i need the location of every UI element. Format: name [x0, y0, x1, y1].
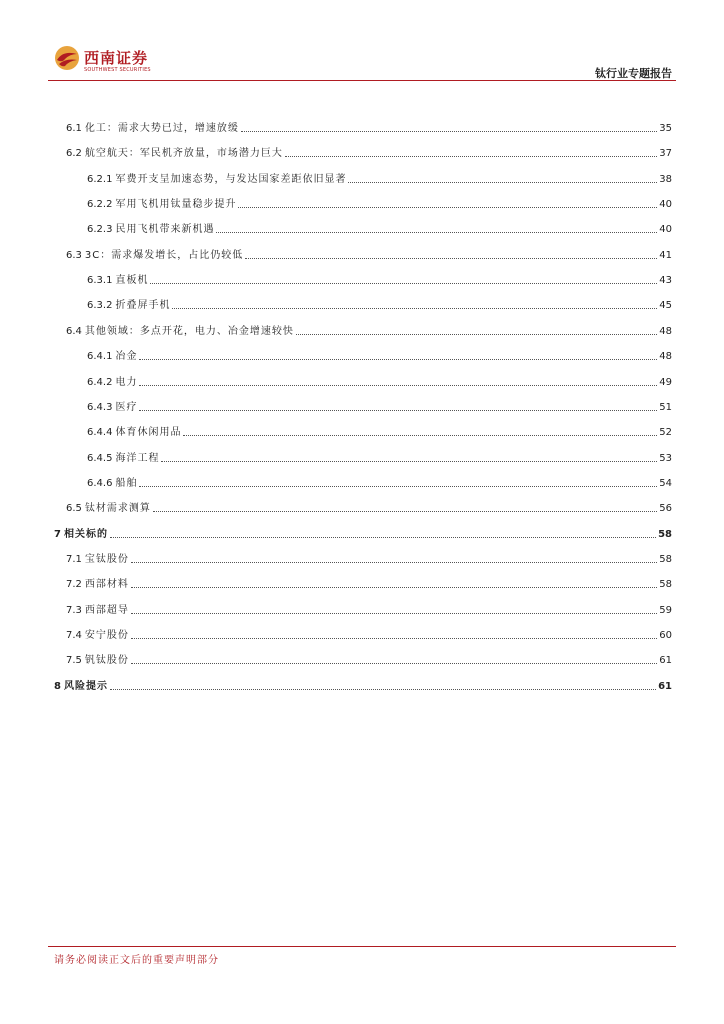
toc-entry-page: 43 — [659, 275, 672, 287]
toc-entry-number: 6.3.1 — [87, 275, 113, 287]
header-divider — [48, 80, 676, 81]
toc-entry-number: 6.2.3 — [87, 224, 113, 236]
toc-entry[interactable] — [66, 324, 672, 338]
toc-dot-leader — [161, 461, 657, 462]
toc-entry-title: 民用飞机带来新机遇 — [115, 224, 215, 236]
logo-english-name: SOUTHWEST SECURITIES — [84, 67, 151, 73]
toc-entry-number: 7 — [54, 528, 61, 540]
toc-dot-leader — [139, 410, 657, 411]
toc-entry-number: 6.4.4 — [87, 427, 113, 439]
toc-entry-title: 钒钛股份 — [84, 655, 129, 667]
disclaimer-note: 请务必阅读正文后的重要声明部分 — [54, 955, 219, 966]
toc-entry-page: 59 — [659, 604, 672, 616]
toc-entry[interactable] — [87, 375, 672, 389]
toc-entry-number: 6.2.2 — [87, 199, 113, 211]
toc-dot-leader — [296, 334, 657, 335]
toc-entry-page: 48 — [659, 351, 672, 363]
toc-entry[interactable] — [66, 628, 672, 642]
toc-dot-leader — [110, 537, 656, 538]
toc-entry[interactable] — [87, 425, 672, 439]
toc-entry[interactable] — [66, 146, 672, 160]
toc-entry[interactable] — [66, 577, 672, 591]
toc-dot-leader — [139, 359, 657, 360]
toc-entry[interactable] — [66, 603, 672, 617]
toc-entry[interactable] — [66, 653, 672, 667]
toc-dot-leader — [183, 435, 657, 436]
toc-entry-page: 54 — [659, 477, 672, 489]
toc-entry-title: 军费开支呈加速态势，与发达国家差距依旧显著 — [115, 173, 347, 185]
toc-dot-leader — [139, 486, 657, 487]
toc-entry-title: 西部材料 — [84, 579, 129, 591]
toc-entry-number: 6.4.6 — [87, 477, 113, 489]
toc-entry-title: 海洋工程 — [115, 452, 160, 464]
toc-entry[interactable] — [87, 222, 672, 236]
toc-dot-leader — [153, 511, 657, 512]
toc-entry-number: 6.3 — [66, 249, 82, 261]
toc-dot-leader — [131, 587, 657, 588]
logo-mark-icon — [54, 45, 80, 71]
report-title: 钛行业专题报告 — [595, 67, 672, 80]
toc-entry[interactable] — [54, 527, 672, 541]
toc-entry[interactable] — [87, 476, 672, 490]
toc-entry-page: 45 — [659, 300, 672, 312]
toc-entry-page: 58 — [659, 579, 672, 591]
toc-dot-leader — [131, 562, 657, 563]
toc-dot-leader — [150, 283, 657, 284]
toc-entry[interactable] — [87, 451, 672, 465]
toc-entry-number: 6.4.2 — [87, 376, 113, 388]
toc-dot-leader — [216, 232, 657, 233]
toc-entry-number: 6.4.1 — [87, 351, 113, 363]
toc-entry-title: 3C：需求爆发增长，占比仍较低 — [84, 249, 244, 261]
toc-entry[interactable] — [66, 552, 672, 566]
toc-entry-number: 7.5 — [66, 655, 82, 667]
toc-entry-page: 40 — [659, 199, 672, 211]
toc-entry-title: 船舶 — [115, 477, 138, 489]
toc-entry-number: 6.2.1 — [87, 173, 113, 185]
toc-entry-number: 7.2 — [66, 579, 82, 591]
toc-entry-title: 军用飞机用钛量稳步提升 — [115, 199, 237, 211]
toc-entry-title: 安宁股份 — [84, 630, 129, 641]
toc-entry[interactable] — [87, 197, 672, 211]
toc-entry-page: 41 — [659, 249, 672, 261]
toc-entry-title: 其他领域：多点开花，电力、冶金增速较快 — [84, 325, 294, 337]
toc-entry-title: 航空航天：军民机齐放量，市场潜力巨大 — [84, 148, 283, 160]
toc-entry-page: 48 — [659, 325, 672, 337]
toc-entry-title: 冶金 — [115, 351, 138, 363]
toc-entry-number: 6.4.5 — [87, 452, 113, 464]
toc-dot-leader — [238, 207, 657, 208]
toc-entry[interactable] — [54, 679, 672, 693]
toc-entry-number: 7.4 — [66, 630, 82, 641]
toc-dot-leader — [245, 258, 657, 259]
toc-dot-leader — [139, 385, 657, 386]
toc-entry[interactable] — [66, 501, 672, 515]
toc-entry-title: 宝钛股份 — [84, 553, 129, 565]
toc-entry-page: 56 — [659, 503, 672, 515]
toc-entry-page: 53 — [659, 452, 672, 464]
toc-dot-leader — [131, 613, 657, 614]
toc-dot-leader — [348, 182, 657, 183]
toc-entry-title: 体育休闲用品 — [115, 427, 182, 439]
toc-entry-title: 医疗 — [115, 401, 138, 413]
toc-entry-page: 35 — [659, 123, 672, 134]
toc-entry-title: 直板机 — [115, 275, 149, 287]
toc-dot-leader — [110, 689, 656, 690]
toc-entry-title: 相关标的 — [63, 528, 108, 540]
toc-entry-page: 37 — [659, 148, 672, 160]
toc-entry-number: 7.1 — [66, 553, 82, 565]
footer-divider — [48, 946, 676, 947]
southwest-securities-logo — [54, 45, 154, 77]
toc-entry[interactable] — [87, 273, 672, 287]
toc-dot-leader — [131, 638, 657, 639]
toc-entry-title: 钛材需求测算 — [84, 503, 151, 515]
toc-entry-page: 58 — [658, 528, 672, 540]
toc-dot-leader — [131, 663, 657, 664]
toc-entry-page: 61 — [658, 680, 672, 692]
logo-chinese-name: 西南证券 — [84, 49, 149, 67]
toc-entry-page: 38 — [659, 173, 672, 185]
toc-entry-number: 6.3.2 — [87, 300, 113, 312]
toc-entry-title: 风险提示 — [63, 680, 108, 692]
toc-entry-title: 电力 — [115, 376, 138, 388]
toc-entry-page: 60 — [659, 630, 672, 641]
toc-dot-leader — [285, 156, 657, 157]
toc-entry-page: 61 — [659, 655, 672, 667]
toc-entry-title: 折叠屏手机 — [115, 300, 171, 312]
toc-entry-page: 40 — [659, 224, 672, 236]
toc-entry[interactable] — [66, 121, 672, 135]
toc-entry-number: 7.3 — [66, 604, 82, 616]
toc-dot-leader — [172, 308, 657, 309]
toc-entry-page: 49 — [659, 376, 672, 388]
toc-entry-number: 8 — [54, 680, 61, 692]
toc-entry-number: 6.2 — [66, 148, 82, 160]
toc-entry[interactable] — [87, 298, 672, 312]
toc-dot-leader — [241, 131, 657, 132]
toc-entry-page: 51 — [659, 401, 672, 413]
toc-entry-number: 6.1 — [66, 123, 82, 134]
toc-entry-number: 6.5 — [66, 503, 82, 515]
toc-entry[interactable] — [87, 172, 672, 186]
toc-entry[interactable] — [87, 349, 672, 363]
toc-entry-page: 58 — [659, 553, 672, 565]
toc-entry[interactable] — [66, 248, 672, 262]
toc-entry-title: 西部超导 — [84, 604, 129, 616]
toc-entry-number: 6.4 — [66, 325, 82, 337]
toc-entry-page: 52 — [659, 427, 672, 439]
toc-entry-number: 6.4.3 — [87, 401, 113, 413]
toc-entry-title: 化工：需求大势已过，增速放缓 — [84, 123, 239, 134]
toc-entry[interactable] — [87, 400, 672, 414]
